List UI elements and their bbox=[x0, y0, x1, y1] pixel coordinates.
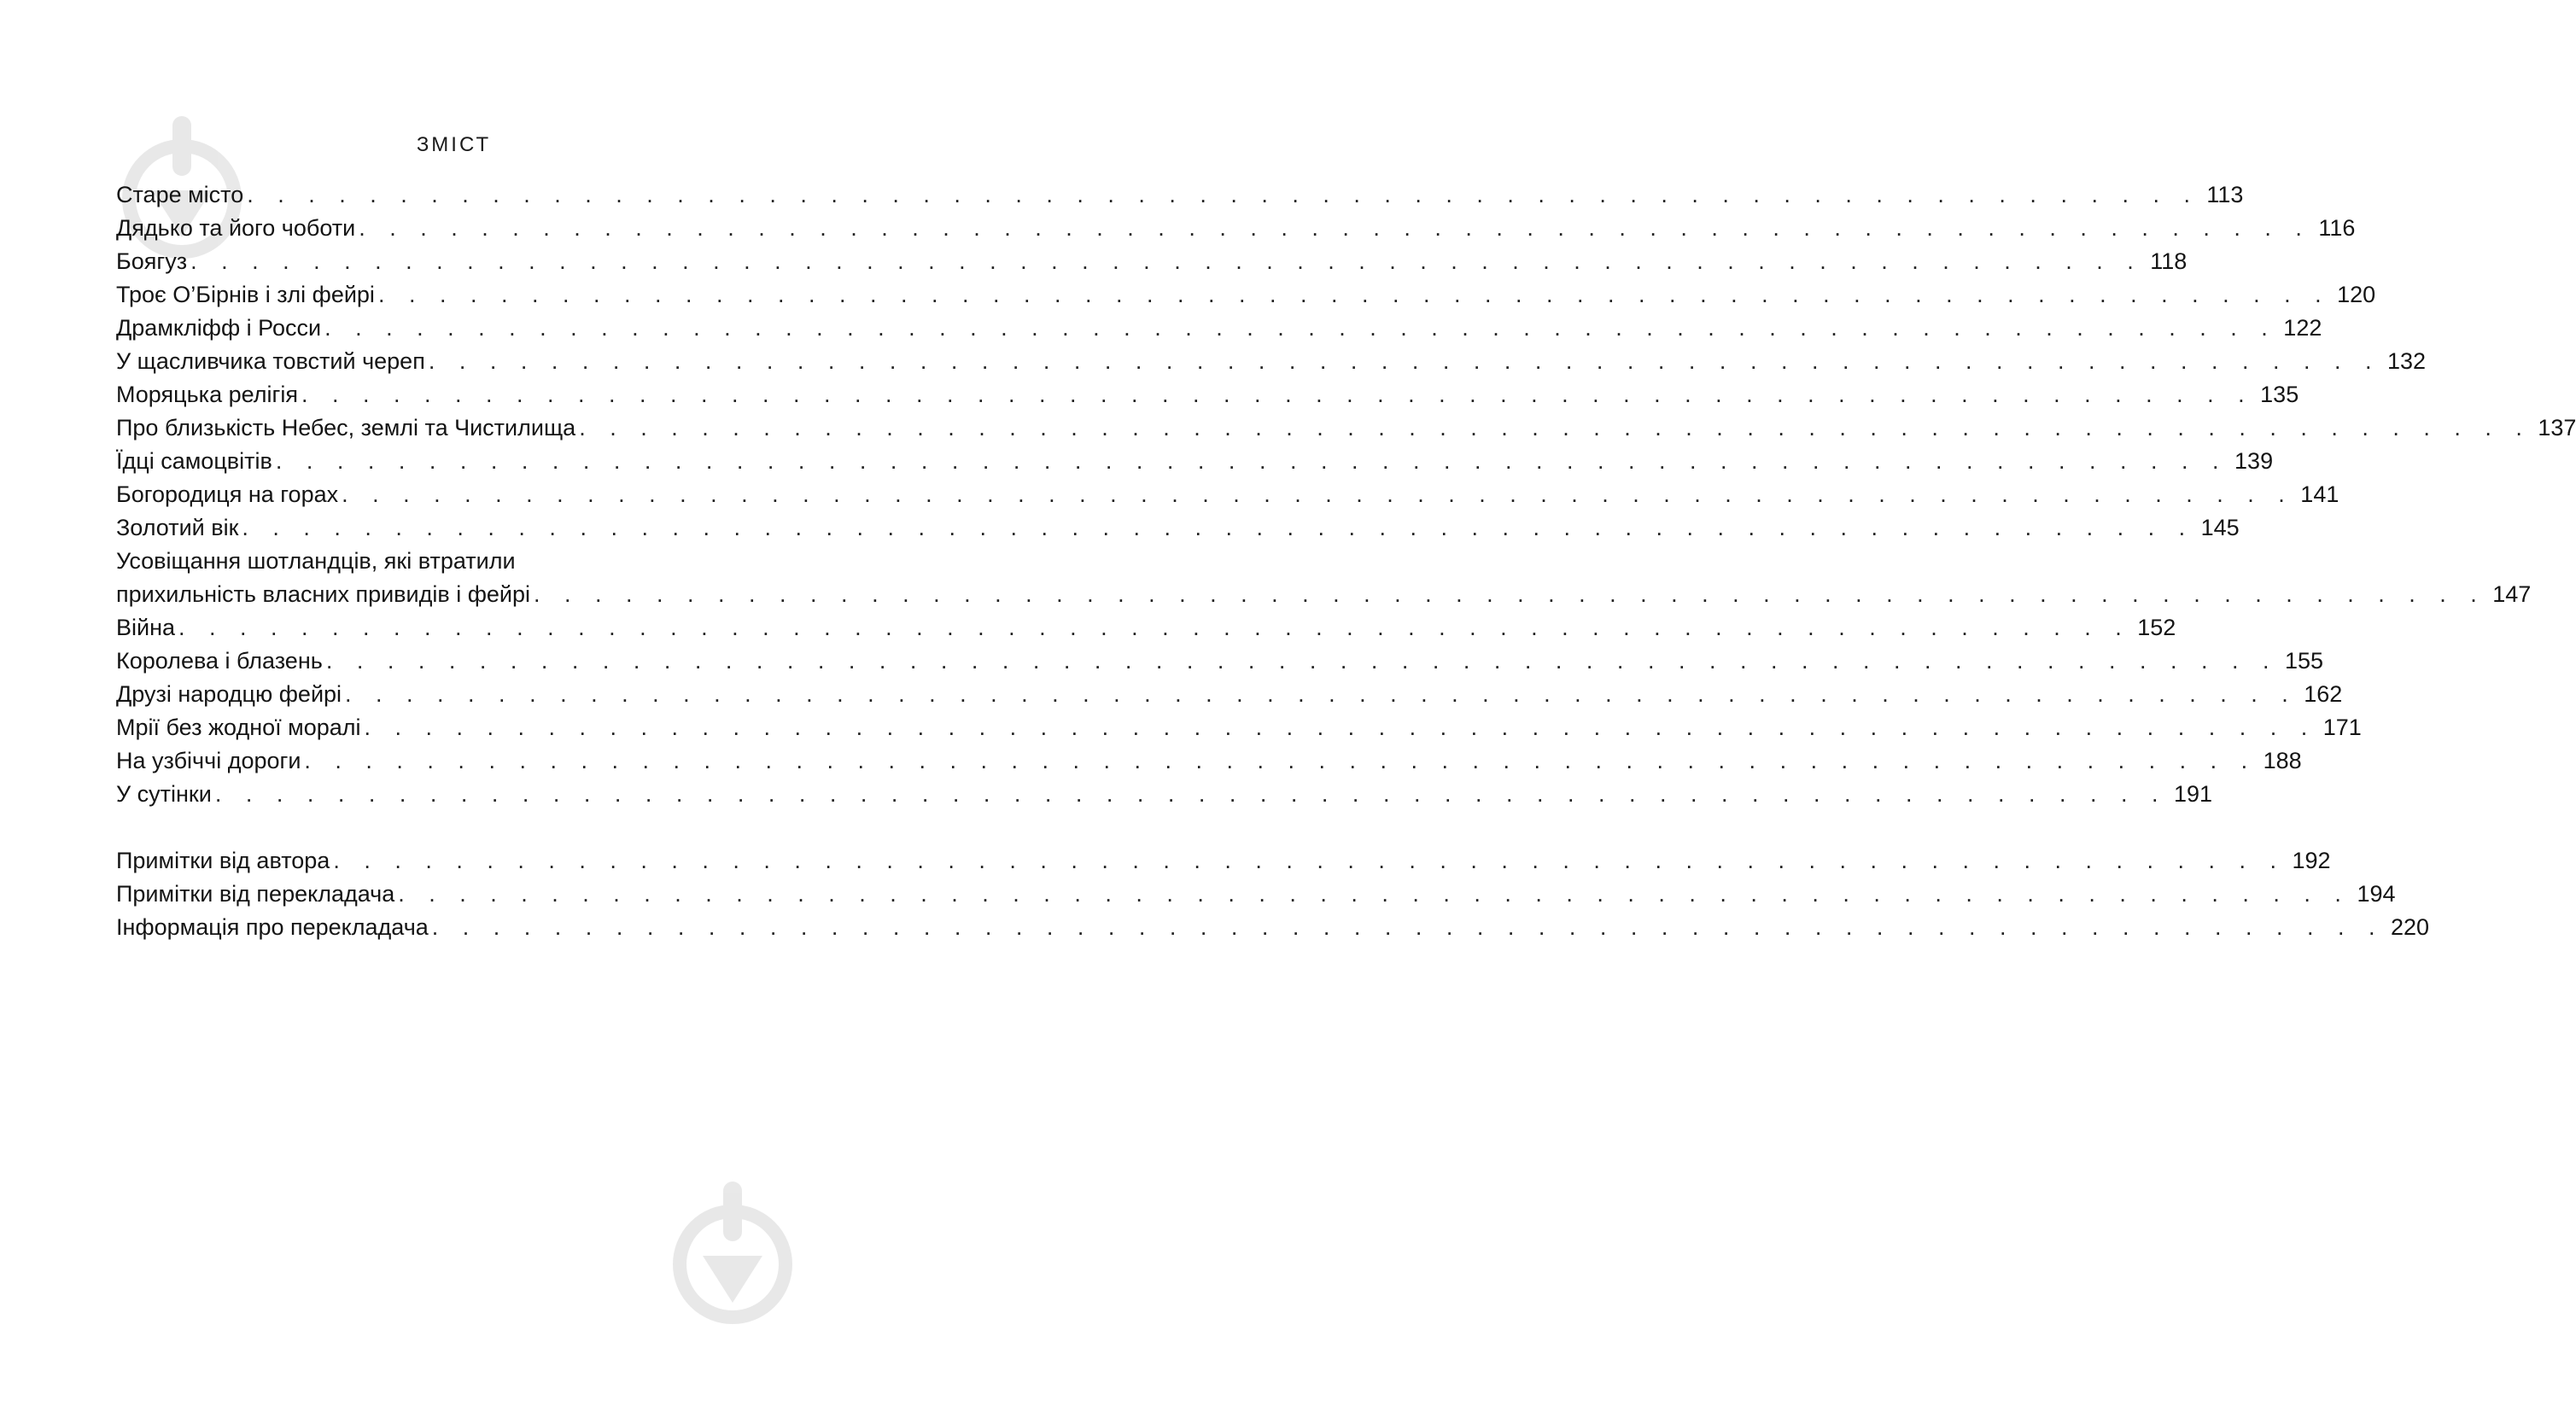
toc-entry-page: 132 bbox=[2387, 348, 2427, 374]
toc-entry-title: Мрії без жодної моралі bbox=[116, 715, 361, 740]
toc-entry-title: Драмкліфф і Росси bbox=[116, 315, 322, 341]
toc-entry-page: 113 bbox=[2206, 182, 2244, 207]
toc-entry[interactable] bbox=[116, 678, 2343, 711]
toc-entry[interactable] bbox=[116, 245, 2188, 278]
toc-entry[interactable] bbox=[116, 711, 2362, 744]
toc-entry-page: 191 bbox=[2174, 781, 2213, 807]
toc-leader-dots: . . . . . . . . . . . . . . . . . . . . . . . . . . . . . . . . . . . . . . . . . . . . . . . . . . . . . . . . . . . . . . . . bbox=[431, 914, 2384, 940]
toc-entry-title: Золотий вік bbox=[116, 515, 239, 540]
toc-entry[interactable] bbox=[116, 345, 2427, 378]
toc-entry-title: У щасливчика товстий череп bbox=[116, 348, 425, 374]
toc-entry[interactable] bbox=[116, 645, 2324, 678]
toc-entry-page: 194 bbox=[2357, 881, 2396, 907]
toc-entry[interactable] bbox=[116, 878, 2396, 911]
toc-entry-page: 147 bbox=[2492, 581, 2532, 607]
toc-leader-dots: . . . . . . . . . . . . . . . . . . . . . . . . . . . . . . . . . . . . . . . . . . . . . . . . . . . . . . . . . . . . . . . . bbox=[428, 348, 2380, 374]
toc-entry-title: Старе місто bbox=[116, 182, 244, 207]
toc-leader-dots: . . . . . . . . . . . . . . . . . . . . . . . . . . . . . . . . . . . . . . . . . . . . . . . . . . . . . . . . . . . . . . . . bbox=[333, 848, 2286, 873]
toc-entry-title: Примітки від перекладача bbox=[116, 881, 395, 907]
toc-entry-page: 171 bbox=[2322, 715, 2362, 740]
toc-leader-dots: . . . . . . . . . . . . . . . . . . . . . . . . . . . . . . . . . . . . . . . . . . . . . . . . . . . . . . . . . . . . . . . . bbox=[377, 282, 2331, 307]
toc-entry-title: Боягуз bbox=[116, 248, 188, 274]
section-spacer bbox=[116, 811, 745, 844]
toc-entry[interactable] bbox=[116, 545, 2532, 611]
toc-entry-title: Друзі народцю фейрі bbox=[116, 681, 342, 707]
toc-entry[interactable] bbox=[116, 312, 2322, 345]
toc-entry-title: Інформація про перекладача bbox=[116, 914, 429, 940]
toc-entry[interactable] bbox=[116, 911, 2430, 944]
toc-entry-page: 137 bbox=[2538, 415, 2576, 441]
toc-leader-dots: . . . . . . . . . . . . . . . . . . . . . . . . . . . . . . . . . . . . . . . . . . . . . . . . . . . . . . . . . . . . . . . . bbox=[214, 781, 2168, 807]
toc-entry-page: 122 bbox=[2283, 315, 2322, 341]
toc-entry-page: 145 bbox=[2200, 515, 2240, 540]
toc-entry-page: 118 bbox=[2150, 248, 2188, 274]
toc-entry-page: 141 bbox=[2300, 481, 2339, 507]
toc-entry-page: 139 bbox=[2234, 448, 2274, 474]
toc-leader-dots: . . . . . . . . . . . . . . . . . . . . . . . . . . . . . . . . . . . . . . . . . . . . . . . . . . . . . . . . . . . . . . . . bbox=[275, 448, 2228, 474]
toc-entry-title: Королева і блазень bbox=[116, 648, 323, 674]
toc-entry[interactable] bbox=[116, 744, 2302, 778]
toc-entry-page: 135 bbox=[2260, 382, 2299, 407]
toc-leader-dots: . . . . . . . . . . . . . . . . . . . . . . . . . . . . . . . . . . . . . . . . . . . . . . . . . . . . . . . . . . . . . . . . bbox=[178, 615, 2131, 640]
table-of-contents bbox=[116, 178, 2576, 944]
toc-leader-dots: . . . . . . . . . . . . . . . . . . . . . . . . . . . . . . . . . . . . . . . . . . . . . . . . . . . . . . . . . . . . . . . . bbox=[579, 415, 2532, 441]
toc-entry-page: 116 bbox=[2318, 215, 2356, 241]
toc-leader-dots: . . . . . . . . . . . . . . . . . . . . . . . . . . . . . . . . . . . . . . . . . . . . . . . . . . . . . . . . . . . . . . . . bbox=[342, 481, 2294, 507]
toc-entry[interactable] bbox=[116, 411, 2576, 445]
page-title: ЗМІСТ bbox=[416, 133, 492, 156]
toc-leader-dots: . . . . . . . . . . . . . . . . . . . . . . . . . . . . . . . . . . . . . . . . . . . . . . . . . . . . . . . . . . . . . . . . bbox=[359, 215, 2311, 241]
toc-entry-page: 152 bbox=[2137, 615, 2176, 640]
toc-entry[interactable] bbox=[116, 478, 2339, 511]
toc-leader-dots: . . . . . . . . . . . . . . . . . . . . . . . . . . . . . . . . . . . . . . . . . . . . . . . . . . . . . . . . . . . . . . . . bbox=[247, 182, 2199, 207]
toc-leader-dots: . . . . . . . . . . . . . . . . . . . . . . . . . . . . . . . . . . . . . . . . . . . . . . . . . . . . . . . . . . . . . . . . bbox=[304, 748, 2257, 773]
toc-leader-dots: . . . . . . . . . . . . . . . . . . . . . . . . . . . . . . . . . . . . . . . . . . . . . . . . . . . . . . . . . . . . . . . . bbox=[325, 648, 2278, 674]
toc-entry[interactable] bbox=[116, 445, 2274, 478]
toc-entry-title-line1: Усовіщання шотландців, які втратили bbox=[116, 548, 516, 574]
toc-entry[interactable] bbox=[116, 212, 2356, 245]
toc-entry[interactable] bbox=[116, 611, 2176, 645]
toc-entry-title: На узбіччі дороги bbox=[116, 748, 301, 773]
toc-entry[interactable] bbox=[116, 778, 2213, 811]
toc-entry-page: 220 bbox=[2390, 914, 2430, 940]
toc-entry[interactable] bbox=[116, 278, 2376, 312]
toc-leader-dots: . . . . . . . . . . . . . . . . . . . . . . . . . . . . . . . . . . . . . . . . . . . . . . . . . . . . . . . . . . . . . . . . bbox=[534, 581, 2486, 607]
toc-entry-title: Війна bbox=[116, 615, 176, 640]
toc-entry-title: Богородиця на горах bbox=[116, 481, 339, 507]
toc-entry-page: 120 bbox=[2337, 282, 2376, 307]
toc-entry[interactable] bbox=[116, 178, 2244, 212]
toc-leader-dots: . . . . . . . . . . . . . . . . . . . . . . . . . . . . . . . . . . . . . . . . . . . . . . . . . . . . . . . . . . . . . . . . bbox=[301, 382, 2254, 407]
toc-leader-dots: . . . . . . . . . . . . . . . . . . . . . . . . . . . . . . . . . . . . . . . . . . . . . . . . . . . . . . . . . . . . . . . . bbox=[345, 681, 2298, 707]
toc-entry-page: 188 bbox=[2263, 748, 2302, 773]
toc-entry-page: 192 bbox=[2292, 848, 2331, 873]
toc-entry-title: У сутінки bbox=[116, 781, 212, 807]
toc-entry-title: Їдці самоцвітів bbox=[116, 448, 272, 474]
toc-entry[interactable] bbox=[116, 511, 2240, 545]
watermark-logo-icon bbox=[669, 1175, 797, 1328]
toc-entry-title: Моряцька релігія bbox=[116, 382, 298, 407]
toc-leader-dots: . . . . . . . . . . . . . . . . . . . . . . . . . . . . . . . . . . . . . . . . . . . . . . . . . . . . . . . . . . . . . . . . bbox=[364, 715, 2316, 740]
toc-entry-title: Примітки від автора bbox=[116, 848, 330, 873]
toc-entry-title: прихильність власних привидів і фейрі bbox=[116, 581, 531, 607]
toc-leader-dots: . . . . . . . . . . . . . . . . . . . . . . . . . . . . . . . . . . . . . . . . . . . . . . . . . . . . . . . . . . . . . . . . bbox=[324, 315, 2277, 341]
toc-entry[interactable] bbox=[116, 844, 2331, 878]
toc-entry-title: Троє О’Бірнів і злі фейрі bbox=[116, 282, 375, 307]
toc-leader-dots: . . . . . . . . . . . . . . . . . . . . . . . . . . . . . . . . . . . . . . . . . . . . . . . . . . . . . . . . . . . . . . . . bbox=[190, 248, 2143, 274]
toc-entry-page: 162 bbox=[2304, 681, 2343, 707]
toc-leader-dots: . . . . . . . . . . . . . . . . . . . . . . . . . . . . . . . . . . . . . . . . . . . . . . . . . . . . . . . . . . . . . . . . bbox=[398, 881, 2351, 907]
toc-entry-page: 155 bbox=[2285, 648, 2324, 674]
toc-entry[interactable] bbox=[116, 378, 2299, 411]
toc-leader-dots: . . . . . . . . . . . . . . . . . . . . . . . . . . . . . . . . . . . . . . . . . . . . . . . . . . . . . . . . . . . . . . . . bbox=[242, 515, 2194, 540]
toc-entry-title: Про близькість Небес, землі та Чистилища bbox=[116, 415, 576, 441]
toc-entry-title: Дядько та його чоботи bbox=[116, 215, 356, 241]
